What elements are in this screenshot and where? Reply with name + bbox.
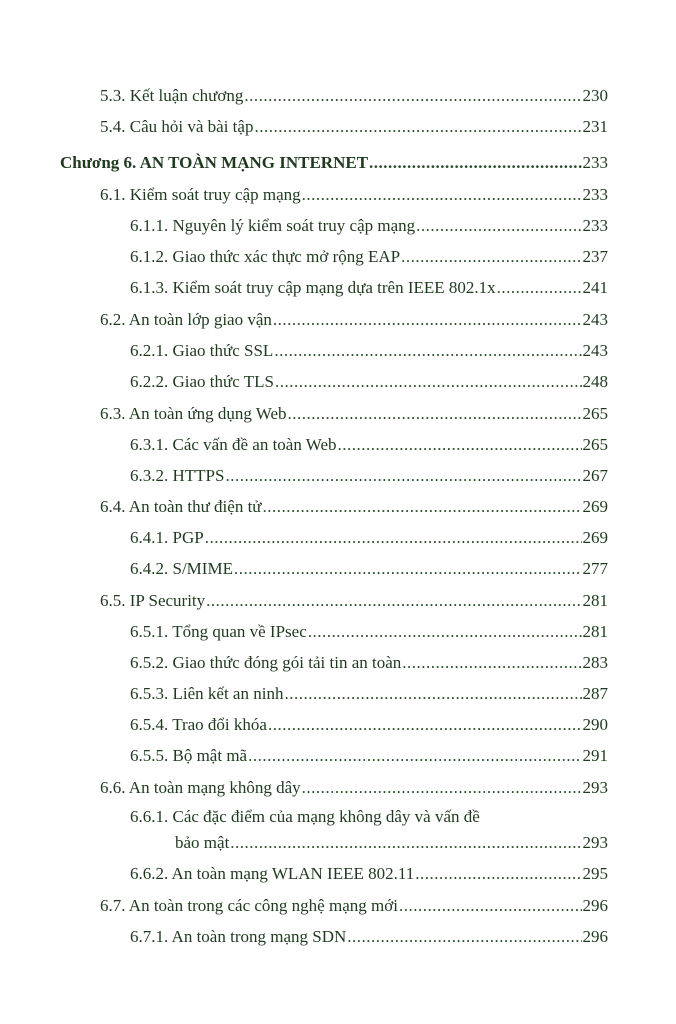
toc-entry-6-5[interactable] [100, 591, 608, 611]
toc-entry-label: 6.1. Kiểm soát truy cập mạng [100, 185, 301, 204]
toc-entry-6-4-1[interactable] [130, 528, 608, 548]
toc-page-number: 281 [582, 622, 608, 641]
toc-entry-label: 6.1.2. Giao thức xác thực mở rộng EAP [130, 247, 401, 266]
toc-page-number: 241 [582, 278, 608, 297]
toc-entry-6-4[interactable] [100, 497, 608, 517]
toc-page-number: 233 [582, 216, 608, 235]
dot-leader [497, 278, 582, 298]
toc-entry-6-5-4[interactable] [130, 715, 608, 735]
toc-entry-5-3[interactable] [100, 86, 608, 106]
dot-leader [205, 528, 582, 548]
toc-entry-6-7[interactable] [100, 896, 608, 916]
toc-entry-6-2-2[interactable] [130, 372, 608, 392]
dot-leader [415, 864, 581, 884]
toc-entry-label: 5.4. Câu hỏi và bài tập [100, 117, 254, 136]
toc-page-number: 265 [582, 404, 608, 423]
toc-entry-label: 6.5.4. Trao đổi khóa [130, 715, 267, 734]
toc-entry-6-1[interactable] [100, 185, 608, 205]
toc-page-number: 277 [582, 559, 608, 578]
dot-leader [369, 153, 581, 173]
toc-entry-6-5-1[interactable] [130, 622, 608, 642]
toc-entry-6-5-3[interactable] [130, 684, 608, 704]
chapter-title: Chương 6. AN TOÀN MẠNG INTERNET [60, 153, 369, 172]
toc-entry-label: 6.5.2. Giao thức đóng gói tải tin an toàn [130, 653, 402, 672]
toc-entry-label: 6.2. An toàn lớp giao vận [100, 310, 272, 329]
toc-entry-label: 6.7.1. An toàn trong mạng SDN [130, 927, 347, 946]
toc-entry-6-7-1[interactable] [130, 927, 608, 947]
dot-leader [288, 404, 582, 424]
toc-page-number: 281 [582, 591, 608, 610]
dot-leader [248, 746, 581, 766]
toc-page-number: 237 [582, 247, 608, 266]
toc-entry-6-2[interactable] [100, 310, 608, 330]
dot-leader [244, 86, 581, 106]
toc-page-number: 243 [582, 341, 608, 360]
toc-entry-label: 6.5. IP Security [100, 591, 206, 610]
toc-entry-label: 6.6.1. Các đặc điểm của mạng không dây và vấn đề [130, 807, 480, 826]
dot-leader [275, 372, 582, 392]
dot-leader [347, 927, 581, 947]
toc-entry-6-5-2[interactable] [130, 653, 608, 673]
toc-entry-label: 6.5.1. Tổng quan về IPsec [130, 622, 307, 641]
toc-entry-label: 6.2.2. Giao thức TLS [130, 372, 274, 391]
toc-entry-6-6-2[interactable] [130, 864, 608, 884]
dot-leader [206, 591, 581, 611]
dot-leader [401, 247, 581, 267]
toc-entry-6-3-2[interactable] [130, 466, 608, 486]
toc-page-number: 243 [582, 310, 608, 329]
toc-entry-label: 6.3. An toàn ứng dụng Web [100, 404, 287, 423]
toc-page-number: 290 [582, 715, 608, 734]
toc-page-number: 293 [582, 778, 608, 797]
toc-entry-label: 6.3.2. HTTPS [130, 466, 225, 485]
dot-leader [302, 185, 582, 205]
toc-page-number: 269 [582, 528, 608, 547]
toc-entry-6-4-2[interactable] [130, 559, 608, 579]
toc-page-number: 291 [582, 746, 608, 765]
toc-page-number: 267 [582, 466, 608, 485]
toc-entry-label: 6.3.1. Các vấn đề an toàn Web [130, 435, 337, 454]
toc-entry-label: 6.2.1. Giao thức SSL [130, 341, 274, 360]
dot-leader [263, 497, 582, 517]
toc-entry-label: 6.4.2. S/MIME [130, 559, 233, 578]
dot-leader [308, 622, 582, 642]
toc-entry-label: 6.5.3. Liên kết an ninh [130, 684, 284, 703]
toc-page-number: 295 [582, 864, 608, 883]
dot-leader [230, 833, 581, 853]
toc-entry-label: 6.1.1. Nguyên lý kiểm soát truy cập mạng [130, 216, 416, 235]
toc-entry-6-2-1[interactable] [130, 341, 608, 361]
toc-entry-6-1-2[interactable] [130, 247, 608, 267]
toc-entry-label: 6.6. An toàn mạng không dây [100, 778, 301, 797]
toc-page-number: 287 [582, 684, 608, 703]
dot-leader [284, 684, 581, 704]
toc-entry-6-6-1-line1[interactable] [130, 807, 480, 827]
toc-page-number: 233 [582, 153, 608, 172]
toc-page-number: 231 [582, 117, 608, 136]
dot-leader [254, 117, 581, 137]
toc-entry-5-4[interactable] [100, 117, 608, 137]
toc-entry-label: 5.3. Kết luận chương [100, 86, 244, 105]
toc-page-number: 230 [582, 86, 608, 105]
toc-entry-label: 6.1.3. Kiểm soát truy cập mạng dựa trên IEEE 802.1x [130, 278, 496, 297]
dot-leader [273, 310, 582, 330]
toc-entry-6-1-1[interactable] [130, 216, 608, 236]
toc-entry-6-5-5[interactable] [130, 746, 608, 766]
toc-entry-6-3[interactable] [100, 404, 608, 424]
toc-entry-label: 6.5.5. Bộ mật mã [130, 746, 248, 765]
toc-entry-label: 6.7. An toàn trong các công nghệ mạng mới [100, 896, 398, 915]
toc-entry-6-1-3[interactable] [130, 278, 608, 298]
toc-page-number: 283 [582, 653, 608, 672]
toc-entry-label-continuation: bảo mật [175, 833, 230, 852]
toc-entry-label: 6.4. An toàn thư điện tử [100, 497, 262, 516]
toc-page-number: 293 [582, 833, 608, 852]
dot-leader [338, 435, 582, 455]
dot-leader [302, 778, 582, 798]
toc-entry-label: 6.4.1. PGP [130, 528, 204, 547]
dot-leader [274, 341, 581, 361]
toc-page-number: 248 [582, 372, 608, 391]
toc-page-number: 233 [582, 185, 608, 204]
dot-leader [399, 896, 582, 916]
toc-entry-6-6-1-line2[interactable] [175, 833, 608, 853]
toc-page-number: 265 [582, 435, 608, 454]
toc-entry-6-3-1[interactable] [130, 435, 608, 455]
dot-leader [402, 653, 581, 673]
toc-entry-6-6[interactable] [100, 778, 608, 798]
toc-page-number: 269 [582, 497, 608, 516]
dot-leader [234, 559, 582, 579]
toc-page-number: 296 [582, 927, 608, 946]
dot-leader [416, 216, 581, 236]
toc-chapter-6[interactable] [60, 153, 608, 173]
toc-page-number: 296 [582, 896, 608, 915]
dot-leader [268, 715, 582, 735]
dot-leader [225, 466, 581, 486]
toc-entry-label: 6.6.2. An toàn mạng WLAN IEEE 802.11 [130, 864, 415, 883]
